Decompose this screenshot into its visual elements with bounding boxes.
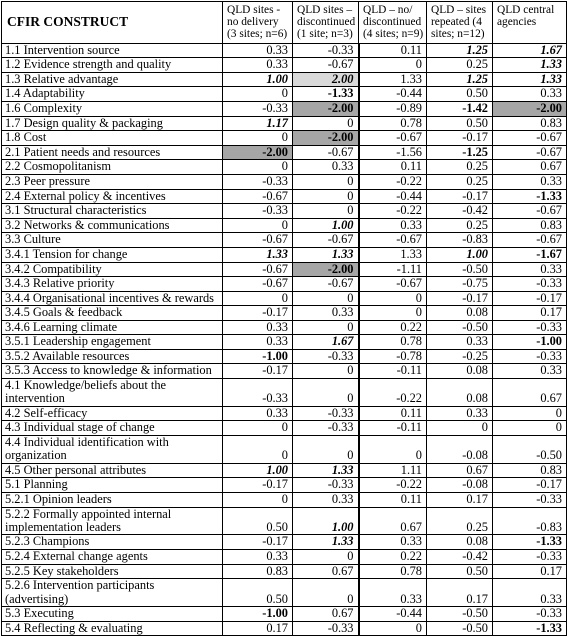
score-cell: 0.08 <box>427 306 493 321</box>
table-row <box>2 478 567 493</box>
score-cell: -1.00 <box>223 607 293 622</box>
table-row <box>2 621 567 636</box>
score-cell: -0.33 <box>493 493 567 508</box>
table-row <box>2 421 567 436</box>
header-discontinued: QLD sites – discontinued (1 site; n=3) <box>293 2 359 44</box>
score-cell: -0.33 <box>493 277 567 292</box>
score-cell: 0.33 <box>493 579 567 607</box>
score-cell: 0 <box>293 189 359 204</box>
construct-label: 5.2.4 External change agents <box>2 550 223 565</box>
score-cell: 0 <box>359 306 427 321</box>
score-cell: 1.33 <box>293 535 359 550</box>
score-cell: -0.33 <box>493 550 567 565</box>
score-cell: 0 <box>223 131 293 146</box>
table-row <box>2 493 567 508</box>
score-cell: 1.33 <box>223 247 293 262</box>
score-cell: 0.17 <box>427 579 493 607</box>
score-cell: 1.00 <box>293 218 359 233</box>
construct-label: 2.3 Peer pressure <box>2 174 223 189</box>
score-cell: 0.33 <box>223 43 293 58</box>
score-cell: -0.89 <box>359 101 427 116</box>
score-cell: 0 <box>223 218 293 233</box>
score-cell: 0.08 <box>427 535 493 550</box>
score-cell: -0.67 <box>293 58 359 73</box>
score-cell: -0.67 <box>223 277 293 292</box>
score-cell: 0.33 <box>223 58 293 73</box>
score-cell: 1.25 <box>427 72 493 87</box>
score-cell: 0.33 <box>359 218 427 233</box>
table-row <box>2 145 567 160</box>
score-cell: 0.78 <box>359 564 427 579</box>
score-cell: 0 <box>293 320 359 335</box>
score-cell: -0.67 <box>293 145 359 160</box>
construct-label: 4.1 Knowledge/beliefs about the intervention <box>2 379 223 407</box>
score-cell: 0 <box>223 493 293 508</box>
score-cell: 0 <box>359 291 427 305</box>
table-row <box>2 233 567 248</box>
score-cell: 0 <box>223 160 293 175</box>
score-cell: 1.67 <box>293 335 359 350</box>
score-cell: -0.08 <box>427 478 493 493</box>
score-cell: 0.33 <box>427 335 493 350</box>
score-cell: -0.67 <box>493 233 567 248</box>
table-row <box>2 564 567 579</box>
construct-label: 3.4.5 Goals & feedback <box>2 306 223 321</box>
construct-label: 1.8 Cost <box>2 131 223 146</box>
score-cell: 0.50 <box>223 507 293 535</box>
table-row <box>2 579 567 607</box>
score-cell: -0.67 <box>493 145 567 160</box>
score-cell: -0.67 <box>493 204 567 219</box>
construct-label: 4.3 Individual stage of change <box>2 421 223 436</box>
score-cell: -0.33 <box>293 406 359 421</box>
score-cell: 0.17 <box>493 306 567 321</box>
construct-label: 1.1 Intervention source <box>2 43 223 58</box>
score-cell: 0.08 <box>427 364 493 379</box>
score-cell: 0.33 <box>223 550 293 565</box>
construct-label: 3.4.3 Relative priority <box>2 277 223 292</box>
score-cell: 0.25 <box>427 160 493 175</box>
score-cell: 0.33 <box>293 306 359 321</box>
score-cell: -0.22 <box>359 174 427 189</box>
score-cell: 0 <box>427 421 493 436</box>
score-cell: 0.83 <box>493 463 567 478</box>
header-cfir-construct: CFIR CONSTRUCT <box>2 2 223 44</box>
construct-label: 5.4 Reflecting & evaluating <box>2 621 223 636</box>
score-cell: 0.50 <box>223 579 293 607</box>
table-row <box>2 320 567 335</box>
score-cell: 0 <box>223 421 293 436</box>
score-cell: 1.33 <box>359 247 427 262</box>
score-cell: -0.17 <box>223 364 293 379</box>
score-cell: -0.17 <box>493 478 567 493</box>
score-cell: 0 <box>293 204 359 219</box>
score-cell: -0.33 <box>223 174 293 189</box>
score-cell: 0 <box>223 291 293 305</box>
score-cell: -0.67 <box>293 277 359 292</box>
score-cell: -0.83 <box>427 233 493 248</box>
score-cell: 0.67 <box>427 463 493 478</box>
score-cell: -1.42 <box>427 101 493 116</box>
score-cell: -2.00 <box>293 131 359 146</box>
score-cell: 0.33 <box>493 262 567 277</box>
score-cell: 0.17 <box>427 493 493 508</box>
score-cell: -0.33 <box>293 421 359 436</box>
cfir-table <box>1 1 567 636</box>
table-row <box>2 189 567 204</box>
construct-label: 3.2 Networks & communications <box>2 218 223 233</box>
score-cell: -0.67 <box>359 277 427 292</box>
score-cell: -1.67 <box>493 247 567 262</box>
score-cell: -0.17 <box>493 291 567 305</box>
construct-label: 4.5 Other personal attributes <box>2 463 223 478</box>
score-cell: -1.33 <box>293 87 359 102</box>
table-row <box>2 277 567 292</box>
score-cell: 0.33 <box>359 579 427 607</box>
score-cell: 1.00 <box>223 463 293 478</box>
table-row <box>2 247 567 262</box>
table-row <box>2 436 567 464</box>
score-cell: -0.75 <box>427 277 493 292</box>
score-cell: 1.00 <box>293 507 359 535</box>
score-cell: 1.33 <box>293 247 359 262</box>
score-cell: -0.67 <box>223 233 293 248</box>
score-cell: -2.00 <box>493 101 567 116</box>
score-cell: -0.11 <box>359 364 427 379</box>
table-row <box>2 160 567 175</box>
table-row <box>2 291 567 305</box>
score-cell: 0.25 <box>427 218 493 233</box>
score-cell: -0.17 <box>223 478 293 493</box>
construct-label: 5.2.5 Key stakeholders <box>2 564 223 579</box>
table-row <box>2 58 567 73</box>
score-cell: 0 <box>293 579 359 607</box>
construct-label: 3.4.4 Organisational incentives & rewards <box>2 291 223 305</box>
construct-label: 5.3 Executing <box>2 607 223 622</box>
score-cell: -0.25 <box>427 349 493 364</box>
construct-label: 3.4.1 Tension for change <box>2 247 223 262</box>
score-cell: 1.33 <box>359 72 427 87</box>
score-cell: 0.67 <box>293 564 359 579</box>
construct-label: 3.1 Structural characteristics <box>2 204 223 219</box>
score-cell: -1.11 <box>359 262 427 277</box>
score-cell: -0.67 <box>223 189 293 204</box>
construct-label: 2.2 Cosmopolitanism <box>2 160 223 175</box>
score-cell: 0 <box>359 436 427 464</box>
score-cell: -0.50 <box>427 320 493 335</box>
score-cell: 0 <box>293 116 359 131</box>
score-cell: -0.42 <box>427 550 493 565</box>
score-cell: 0.11 <box>359 160 427 175</box>
construct-label: 1.7 Design quality & packaging <box>2 116 223 131</box>
score-cell: -0.22 <box>359 478 427 493</box>
construct-label: 5.2.2 Formally appointed internal implementation leaders <box>2 507 223 535</box>
score-cell: 0.67 <box>293 607 359 622</box>
score-cell: 0.33 <box>223 335 293 350</box>
score-cell: 0.25 <box>427 174 493 189</box>
score-cell: 0.33 <box>493 174 567 189</box>
table-row <box>2 72 567 87</box>
score-cell: 0.33 <box>293 493 359 508</box>
score-cell: -0.33 <box>493 349 567 364</box>
score-cell: -0.33 <box>493 320 567 335</box>
score-cell: 0.50 <box>427 564 493 579</box>
score-cell: 0.33 <box>493 364 567 379</box>
score-cell: -0.67 <box>293 233 359 248</box>
score-cell: 0.33 <box>493 87 567 102</box>
score-cell: -0.33 <box>223 101 293 116</box>
score-cell: 0.17 <box>223 621 293 636</box>
score-cell: 0.33 <box>223 320 293 335</box>
score-cell: 0.11 <box>359 43 427 58</box>
construct-label: 1.3 Relative advantage <box>2 72 223 87</box>
score-cell: -0.50 <box>427 621 493 636</box>
construct-label: 1.4 Adaptability <box>2 87 223 102</box>
table-row <box>2 101 567 116</box>
score-cell: -0.22 <box>359 379 427 407</box>
score-cell: -0.17 <box>223 535 293 550</box>
score-cell: 0.78 <box>359 335 427 350</box>
score-cell: 0.67 <box>359 507 427 535</box>
construct-label: 2.1 Patient needs and resources <box>2 145 223 160</box>
header-no-or-discontinued: QLD – no/ discontinued (4 sites; n=9) <box>359 2 427 44</box>
score-cell: 0.83 <box>223 564 293 579</box>
score-cell: -2.00 <box>293 262 359 277</box>
score-cell: 0.67 <box>493 160 567 175</box>
score-cell: -0.67 <box>359 131 427 146</box>
score-cell: 0 <box>223 87 293 102</box>
header-no-delivery: QLD sites - no delivery (3 sites; n=6) <box>223 2 293 44</box>
table-row <box>2 306 567 321</box>
score-cell: 0 <box>223 436 293 464</box>
score-cell: -0.67 <box>359 233 427 248</box>
score-cell: 0.17 <box>493 564 567 579</box>
score-cell: 0 <box>293 550 359 565</box>
table-row <box>2 607 567 622</box>
table-body <box>2 43 567 636</box>
score-cell: 0 <box>293 436 359 464</box>
score-cell: 1.00 <box>427 247 493 262</box>
score-cell: -1.25 <box>427 145 493 160</box>
score-cell: 0.11 <box>359 493 427 508</box>
score-cell: -0.33 <box>493 607 567 622</box>
score-cell: -1.33 <box>493 189 567 204</box>
score-cell: -0.08 <box>427 436 493 464</box>
construct-label: 4.4 Individual identification with organization <box>2 436 223 464</box>
score-cell: 0.25 <box>427 58 493 73</box>
header-sites-repeated: QLD – sites repeated (4 sites; n=12) <box>427 2 493 44</box>
score-cell: -1.33 <box>493 535 567 550</box>
score-cell: -0.50 <box>427 607 493 622</box>
score-cell: 0 <box>293 379 359 407</box>
score-cell: 0 <box>359 621 427 636</box>
construct-label: 1.6 Complexity <box>2 101 223 116</box>
score-cell: 0.50 <box>427 116 493 131</box>
score-cell: -0.44 <box>359 607 427 622</box>
score-cell: 1.33 <box>493 58 567 73</box>
table-row <box>2 43 567 58</box>
table-row <box>2 349 567 364</box>
header-row <box>2 2 567 44</box>
score-cell: 1.11 <box>359 463 427 478</box>
construct-label: 3.5.2 Available resources <box>2 349 223 364</box>
table-row <box>2 174 567 189</box>
table-row <box>2 87 567 102</box>
table-row <box>2 218 567 233</box>
table-row <box>2 204 567 219</box>
score-cell: -1.33 <box>493 621 567 636</box>
score-cell: -0.11 <box>359 421 427 436</box>
score-cell: -0.50 <box>493 436 567 464</box>
score-cell: 0.33 <box>359 535 427 550</box>
score-cell: 0.22 <box>359 320 427 335</box>
construct-label: 3.4.6 Learning climate <box>2 320 223 335</box>
score-cell: -0.17 <box>427 189 493 204</box>
score-cell: 0 <box>293 291 359 305</box>
score-cell: -1.00 <box>223 349 293 364</box>
table-row <box>2 406 567 421</box>
construct-label: 1.2 Evidence strength and quality <box>2 58 223 73</box>
construct-label: 3.4.2 Compatibility <box>2 262 223 277</box>
score-cell: 0.22 <box>359 550 427 565</box>
score-cell: 0 <box>293 174 359 189</box>
score-cell: -0.17 <box>427 291 493 305</box>
score-cell: -0.67 <box>493 131 567 146</box>
table-row <box>2 507 567 535</box>
score-cell: 1.25 <box>427 43 493 58</box>
score-cell: -0.33 <box>223 379 293 407</box>
score-cell: 1.33 <box>493 72 567 87</box>
table-row <box>2 364 567 379</box>
score-cell: -1.00 <box>493 335 567 350</box>
score-cell: 0.83 <box>493 218 567 233</box>
score-cell: -0.17 <box>223 306 293 321</box>
construct-label: 2.4 External policy & incentives <box>2 189 223 204</box>
score-cell: -0.33 <box>293 478 359 493</box>
score-cell: 0 <box>493 421 567 436</box>
score-cell: -0.22 <box>359 204 427 219</box>
score-cell: -0.44 <box>359 87 427 102</box>
table-row <box>2 131 567 146</box>
construct-label: 5.2.6 Intervention participants (advertising) <box>2 579 223 607</box>
table-row <box>2 463 567 478</box>
table-row <box>2 535 567 550</box>
score-cell: -0.17 <box>427 131 493 146</box>
table-row <box>2 262 567 277</box>
score-cell: 0.33 <box>223 406 293 421</box>
score-cell: 0 <box>493 406 567 421</box>
score-cell: 0.78 <box>359 116 427 131</box>
score-cell: 1.33 <box>293 463 359 478</box>
score-cell: 0 <box>293 364 359 379</box>
score-cell: 0.25 <box>427 507 493 535</box>
score-cell: -2.00 <box>293 101 359 116</box>
table-row <box>2 550 567 565</box>
construct-label: 5.2.1 Opinion leaders <box>2 493 223 508</box>
score-cell: -0.50 <box>427 262 493 277</box>
score-cell: 0.50 <box>427 87 493 102</box>
score-cell: -0.33 <box>293 349 359 364</box>
score-cell: -2.00 <box>223 145 293 160</box>
score-cell: -0.33 <box>223 204 293 219</box>
score-cell: 1.00 <box>223 72 293 87</box>
table-row <box>2 379 567 407</box>
construct-label: 3.5.1 Leadership engagement <box>2 335 223 350</box>
construct-label: 5.1 Planning <box>2 478 223 493</box>
construct-label: 4.2 Self-efficacy <box>2 406 223 421</box>
construct-label: 3.5.3 Access to knowledge & information <box>2 364 223 379</box>
score-cell: 1.17 <box>223 116 293 131</box>
score-cell: -1.56 <box>359 145 427 160</box>
table-row <box>2 116 567 131</box>
score-cell: -0.78 <box>359 349 427 364</box>
construct-label: 5.2.3 Champions <box>2 535 223 550</box>
score-cell: -0.44 <box>359 189 427 204</box>
table-row <box>2 335 567 350</box>
score-cell: 0.33 <box>427 406 493 421</box>
score-cell: 0.11 <box>359 406 427 421</box>
score-cell: -0.33 <box>293 621 359 636</box>
score-cell: 2.00 <box>293 72 359 87</box>
header-central-agencies: QLD central agencies <box>493 2 567 44</box>
score-cell: -0.83 <box>493 507 567 535</box>
score-cell: 0.83 <box>493 116 567 131</box>
construct-label: 3.3 Culture <box>2 233 223 248</box>
score-cell: 0.08 <box>427 379 493 407</box>
score-cell: -0.67 <box>223 262 293 277</box>
score-cell: -0.33 <box>293 43 359 58</box>
score-cell: 0 <box>359 58 427 73</box>
score-cell: -0.42 <box>427 204 493 219</box>
score-cell: 0.67 <box>493 379 567 407</box>
score-cell: 1.67 <box>493 43 567 58</box>
score-cell: 0.33 <box>293 160 359 175</box>
